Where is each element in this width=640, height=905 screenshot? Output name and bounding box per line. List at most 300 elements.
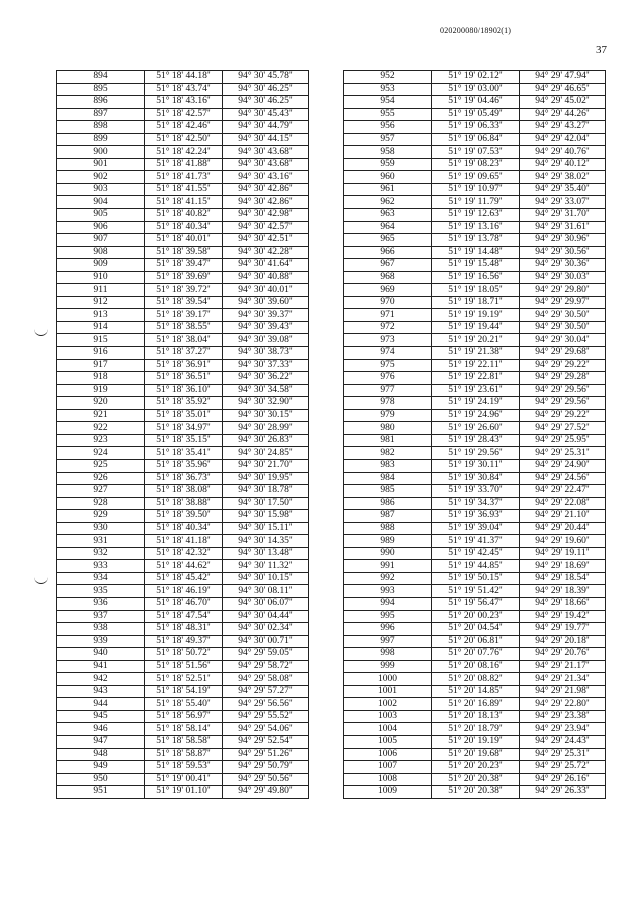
latitude-cell: 51° 20' 18.79" [432,723,520,736]
point-number-cell: 987 [344,510,432,523]
latitude-cell: 51° 18' 36.51" [145,372,223,385]
latitude-cell: 51° 18' 40.34" [145,221,223,234]
longitude-cell: 94° 29' 29.22" [520,359,606,372]
longitude-cell: 94° 30' 38.73" [223,347,309,360]
longitude-cell: 94° 29' 51.26" [223,748,309,761]
longitude-cell: 94° 29' 22.08" [520,497,606,510]
latitude-cell: 51° 18' 36.10" [145,384,223,397]
table-row [344,158,606,171]
longitude-cell: 94° 30' 02.34" [223,623,309,636]
table-row [344,397,606,410]
table-row [344,660,606,673]
latitude-cell: 51° 18' 39.58" [145,246,223,259]
longitude-cell: 94° 30' 44.79" [223,121,309,134]
point-number-cell: 966 [344,246,432,259]
longitude-cell: 94° 30' 08.11" [223,585,309,598]
longitude-cell: 94° 30' 06.07" [223,597,309,610]
point-number-cell: 925 [57,459,145,472]
table-row [57,183,309,196]
latitude-cell: 51° 18' 58.58" [145,735,223,748]
latitude-cell: 51° 19' 05.49" [432,108,520,121]
latitude-cell: 51° 18' 59.53" [145,761,223,774]
table-row [344,108,606,121]
latitude-cell: 51° 18' 39.47" [145,259,223,272]
latitude-cell: 51° 20' 04.54" [432,623,520,636]
longitude-cell: 94° 29' 27.52" [520,422,606,435]
longitude-cell: 94° 29' 54.06" [223,723,309,736]
table-row [344,572,606,585]
table-row [57,560,309,573]
point-number-cell: 933 [57,560,145,573]
table-row [57,384,309,397]
table-row [57,271,309,284]
longitude-cell: 94° 30' 11.32" [223,560,309,573]
table-row [57,372,309,385]
table-row [344,547,606,560]
longitude-cell: 94° 30' 04.44" [223,610,309,623]
table-row [57,146,309,159]
table-row [344,698,606,711]
point-number-cell: 905 [57,209,145,222]
longitude-cell: 94° 30' 24.85" [223,447,309,460]
table-row [57,459,309,472]
point-number-cell: 951 [57,786,145,799]
table-row [57,786,309,799]
longitude-cell: 94° 30' 40.01" [223,284,309,297]
point-number-cell: 935 [57,585,145,598]
point-number-cell: 959 [344,158,432,171]
point-number-cell: 932 [57,547,145,560]
latitude-cell: 51° 19' 09.65" [432,171,520,184]
longitude-cell: 94° 29' 40.12" [520,158,606,171]
point-number-cell: 940 [57,648,145,661]
latitude-cell: 51° 19' 21.38" [432,347,520,360]
table-row [344,510,606,523]
point-number-cell: 1003 [344,710,432,723]
point-number-cell: 1009 [344,786,432,799]
longitude-cell: 94° 29' 35.40" [520,183,606,196]
longitude-cell: 94° 30' 42.86" [223,196,309,209]
latitude-cell: 51° 18' 39.72" [145,284,223,297]
document-id: 020200080/18902(1) [440,26,512,35]
latitude-cell: 51° 18' 42.57" [145,108,223,121]
latitude-cell: 51° 19' 14.48" [432,246,520,259]
table-row [344,372,606,385]
point-number-cell: 976 [344,372,432,385]
point-number-cell: 923 [57,434,145,447]
latitude-cell: 51° 19' 51.42" [432,585,520,598]
longitude-cell: 94° 29' 24.90" [520,459,606,472]
point-number-cell: 992 [344,572,432,585]
point-number-cell: 986 [344,497,432,510]
table-row [344,723,606,736]
point-number-cell: 1000 [344,673,432,686]
longitude-cell: 94° 29' 22.80" [520,698,606,711]
longitude-cell: 94° 29' 31.61" [520,221,606,234]
table-row [344,710,606,723]
longitude-cell: 94° 29' 58.08" [223,673,309,686]
table-row [57,635,309,648]
point-number-cell: 998 [344,648,432,661]
longitude-cell: 94° 30' 28.99" [223,422,309,435]
point-number-cell: 994 [344,597,432,610]
point-number-cell: 1004 [344,723,432,736]
table-row [57,284,309,297]
longitude-cell: 94° 30' 17.50" [223,497,309,510]
latitude-cell: 51° 19' 36.93" [432,510,520,523]
table-row [344,83,606,96]
latitude-cell: 51° 20' 00.23" [432,610,520,623]
point-number-cell: 942 [57,673,145,686]
longitude-cell: 94° 29' 31.70" [520,209,606,222]
table-row [57,485,309,498]
longitude-cell: 94° 29' 30.56" [520,246,606,259]
point-number-cell: 1002 [344,698,432,711]
latitude-cell: 51° 20' 19.68" [432,748,520,761]
table-row [57,108,309,121]
table-row [57,723,309,736]
point-number-cell: 910 [57,271,145,284]
point-number-cell: 965 [344,234,432,247]
longitude-cell: 94° 30' 42.51" [223,234,309,247]
longitude-cell: 94° 30' 43.68" [223,146,309,159]
latitude-cell: 51° 18' 44.18" [145,71,223,84]
latitude-cell: 51° 18' 39.50" [145,510,223,523]
table-row [344,472,606,485]
point-number-cell: 982 [344,447,432,460]
latitude-cell: 51° 18' 40.01" [145,234,223,247]
latitude-cell: 51° 18' 54.19" [145,685,223,698]
longitude-cell: 94° 29' 55.52" [223,710,309,723]
latitude-cell: 51° 19' 23.61" [432,384,520,397]
point-number-cell: 956 [344,121,432,134]
longitude-cell: 94° 29' 33.07" [520,196,606,209]
point-number-cell: 989 [344,535,432,548]
point-number-cell: 1005 [344,735,432,748]
longitude-cell: 94° 29' 46.65" [520,83,606,96]
table-row [57,296,309,309]
table-row [57,121,309,134]
table-row [57,347,309,360]
latitude-cell: 51° 19' 13.78" [432,234,520,247]
latitude-cell: 51° 19' 28.43" [432,434,520,447]
latitude-cell: 51° 19' 04.46" [432,96,520,109]
coordinates-table-left [56,70,309,799]
latitude-cell: 51° 18' 36.91" [145,359,223,372]
latitude-cell: 51° 20' 08.16" [432,660,520,673]
latitude-cell: 51° 18' 42.46" [145,121,223,134]
point-number-cell: 901 [57,158,145,171]
point-number-cell: 980 [344,422,432,435]
point-number-cell: 990 [344,547,432,560]
table-row [344,196,606,209]
latitude-cell: 51° 19' 50.15" [432,572,520,585]
table-row [57,71,309,84]
longitude-cell: 94° 30' 34.58" [223,384,309,397]
table-row [57,597,309,610]
table-row [57,434,309,447]
longitude-cell: 94° 29' 26.33" [520,786,606,799]
longitude-cell: 94° 30' 44.15" [223,133,309,146]
point-number-cell: 949 [57,761,145,774]
latitude-cell: 51° 18' 39.17" [145,309,223,322]
latitude-cell: 51° 18' 41.88" [145,158,223,171]
point-number-cell: 950 [57,773,145,786]
longitude-cell: 94° 29' 50.79" [223,761,309,774]
longitude-cell: 94° 30' 39.08" [223,334,309,347]
latitude-cell: 51° 20' 08.82" [432,673,520,686]
table-row [344,321,606,334]
latitude-cell: 51° 18' 38.08" [145,485,223,498]
longitude-cell: 94° 29' 30.03" [520,271,606,284]
point-number-cell: 931 [57,535,145,548]
table-row [344,146,606,159]
latitude-cell: 51° 18' 41.55" [145,183,223,196]
point-number-cell: 969 [344,284,432,297]
table-row [57,246,309,259]
point-number-cell: 995 [344,610,432,623]
point-number-cell: 954 [344,96,432,109]
latitude-cell: 51° 18' 51.56" [145,660,223,673]
latitude-cell: 51° 19' 42.45" [432,547,520,560]
point-number-cell: 983 [344,459,432,472]
latitude-cell: 51° 18' 34.97" [145,422,223,435]
table-row [344,497,606,510]
point-number-cell: 937 [57,610,145,623]
point-number-cell: 957 [344,133,432,146]
table-row [57,133,309,146]
latitude-cell: 51° 18' 58.87" [145,748,223,761]
table-row [57,196,309,209]
table-row [57,673,309,686]
point-number-cell: 928 [57,497,145,510]
table-row [344,234,606,247]
longitude-cell: 94° 29' 21.10" [520,510,606,523]
point-number-cell: 938 [57,623,145,636]
point-number-cell: 944 [57,698,145,711]
longitude-cell: 94° 29' 23.94" [520,723,606,736]
latitude-cell: 51° 18' 38.55" [145,321,223,334]
table-row [344,271,606,284]
latitude-cell: 51° 19' 26.60" [432,422,520,435]
longitude-cell: 94° 29' 47.94" [520,71,606,84]
table-row [57,510,309,523]
point-number-cell: 974 [344,347,432,360]
table-row [344,522,606,535]
latitude-cell: 51° 20' 14.85" [432,685,520,698]
point-number-cell: 897 [57,108,145,121]
latitude-cell: 51° 18' 39.69" [145,271,223,284]
point-number-cell: 908 [57,246,145,259]
table-row [344,96,606,109]
table-row [57,685,309,698]
point-number-cell: 963 [344,209,432,222]
longitude-cell: 94° 30' 39.37" [223,309,309,322]
latitude-cell: 51° 18' 40.34" [145,522,223,535]
longitude-cell: 94° 29' 45.02" [520,96,606,109]
table-row [344,761,606,774]
latitude-cell: 51° 19' 44.85" [432,560,520,573]
latitude-cell: 51° 18' 40.82" [145,209,223,222]
point-number-cell: 964 [344,221,432,234]
longitude-cell: 94° 29' 29.22" [520,409,606,422]
longitude-cell: 94° 29' 30.04" [520,334,606,347]
longitude-cell: 94° 30' 41.64" [223,259,309,272]
table-row [344,447,606,460]
table-row [344,434,606,447]
point-number-cell: 997 [344,635,432,648]
latitude-cell: 51° 18' 43.74" [145,83,223,96]
point-number-cell: 1001 [344,685,432,698]
point-number-cell: 904 [57,196,145,209]
longitude-cell: 94° 29' 25.72" [520,761,606,774]
latitude-cell: 51° 19' 18.05" [432,284,520,297]
latitude-cell: 51° 18' 50.72" [145,648,223,661]
latitude-cell: 51° 19' 11.79" [432,196,520,209]
latitude-cell: 51° 19' 30.11" [432,459,520,472]
longitude-cell: 94° 30' 15.98" [223,510,309,523]
table-row [344,673,606,686]
point-number-cell: 934 [57,572,145,585]
table-row [57,158,309,171]
longitude-cell: 94° 30' 46.25" [223,96,309,109]
latitude-cell: 51° 19' 15.48" [432,259,520,272]
latitude-cell: 51° 20' 07.76" [432,648,520,661]
latitude-cell: 51° 19' 19.19" [432,309,520,322]
point-number-cell: 947 [57,735,145,748]
latitude-cell: 51° 18' 49.37" [145,635,223,648]
point-number-cell: 1008 [344,773,432,786]
point-number-cell: 943 [57,685,145,698]
longitude-cell: 94° 29' 18.39" [520,585,606,598]
longitude-cell: 94° 29' 22.47" [520,485,606,498]
latitude-cell: 51° 18' 35.41" [145,447,223,460]
table-row [344,535,606,548]
table-row [344,409,606,422]
longitude-cell: 94° 29' 38.02" [520,171,606,184]
longitude-cell: 94° 29' 18.66" [520,597,606,610]
longitude-cell: 94° 29' 50.56" [223,773,309,786]
longitude-cell: 94° 30' 26.83" [223,434,309,447]
longitude-cell: 94° 30' 14.35" [223,535,309,548]
point-number-cell: 1006 [344,748,432,761]
point-number-cell: 920 [57,397,145,410]
point-number-cell: 926 [57,472,145,485]
point-number-cell: 895 [57,83,145,96]
table-row [57,698,309,711]
longitude-cell: 94° 29' 20.44" [520,522,606,535]
point-number-cell: 979 [344,409,432,422]
latitude-cell: 51° 19' 07.53" [432,146,520,159]
point-number-cell: 981 [344,434,432,447]
latitude-cell: 51° 20' 18.13" [432,710,520,723]
point-number-cell: 985 [344,485,432,498]
latitude-cell: 51° 18' 37.27" [145,347,223,360]
longitude-cell: 94° 29' 21.17" [520,660,606,673]
table-row [57,309,309,322]
point-number-cell: 924 [57,447,145,460]
longitude-cell: 94° 29' 42.04" [520,133,606,146]
table-row [344,786,606,799]
point-number-cell: 917 [57,359,145,372]
longitude-cell: 94° 29' 19.11" [520,547,606,560]
latitude-cell: 51° 18' 35.96" [145,459,223,472]
latitude-cell: 51° 18' 42.32" [145,547,223,560]
latitude-cell: 51° 18' 56.97" [145,710,223,723]
longitude-cell: 94° 29' 20.18" [520,635,606,648]
point-number-cell: 967 [344,259,432,272]
point-number-cell: 896 [57,96,145,109]
table-row [57,710,309,723]
point-number-cell: 996 [344,623,432,636]
point-number-cell: 918 [57,372,145,385]
table-row [57,96,309,109]
table-row [344,459,606,472]
point-number-cell: 971 [344,309,432,322]
point-number-cell: 984 [344,472,432,485]
table-row [344,623,606,636]
table-row [57,761,309,774]
point-number-cell: 919 [57,384,145,397]
latitude-cell: 51° 19' 12.63" [432,209,520,222]
table-row [344,121,606,134]
longitude-cell: 94° 29' 29.68" [520,347,606,360]
latitude-cell: 51° 19' 03.00" [432,83,520,96]
longitude-cell: 94° 30' 42.28" [223,246,309,259]
latitude-cell: 51° 18' 38.04" [145,334,223,347]
table-row [344,133,606,146]
latitude-cell: 51° 18' 36.73" [145,472,223,485]
longitude-cell: 94° 29' 24.43" [520,735,606,748]
table-row [344,296,606,309]
table-row [57,397,309,410]
longitude-cell: 94° 30' 00.71" [223,635,309,648]
point-number-cell: 977 [344,384,432,397]
longitude-cell: 94° 30' 21.70" [223,459,309,472]
point-number-cell: 913 [57,309,145,322]
point-number-cell: 973 [344,334,432,347]
table-row [344,610,606,623]
latitude-cell: 51° 18' 42.50" [145,133,223,146]
point-number-cell: 946 [57,723,145,736]
table-row [57,585,309,598]
longitude-cell: 94° 29' 25.31" [520,748,606,761]
longitude-cell: 94° 29' 58.72" [223,660,309,673]
latitude-cell: 51° 18' 47.54" [145,610,223,623]
table-row [344,485,606,498]
table-row [344,648,606,661]
latitude-cell: 51° 18' 48.31" [145,623,223,636]
latitude-cell: 51° 20' 20.38" [432,786,520,799]
latitude-cell: 51° 19' 06.84" [432,133,520,146]
table-row [344,635,606,648]
latitude-cell: 51° 19' 24.96" [432,409,520,422]
longitude-cell: 94° 29' 21.98" [520,685,606,698]
longitude-cell: 94° 29' 23.38" [520,710,606,723]
latitude-cell: 51° 19' 18.71" [432,296,520,309]
latitude-cell: 51° 19' 34.37" [432,497,520,510]
table-row [57,259,309,272]
point-number-cell: 999 [344,660,432,673]
table-row [57,171,309,184]
latitude-cell: 51° 18' 35.01" [145,409,223,422]
longitude-cell: 94° 29' 29.56" [520,384,606,397]
latitude-cell: 51° 18' 35.15" [145,434,223,447]
table-row [344,171,606,184]
point-number-cell: 929 [57,510,145,523]
longitude-cell: 94° 29' 52.54" [223,735,309,748]
latitude-cell: 51° 19' 20.21" [432,334,520,347]
